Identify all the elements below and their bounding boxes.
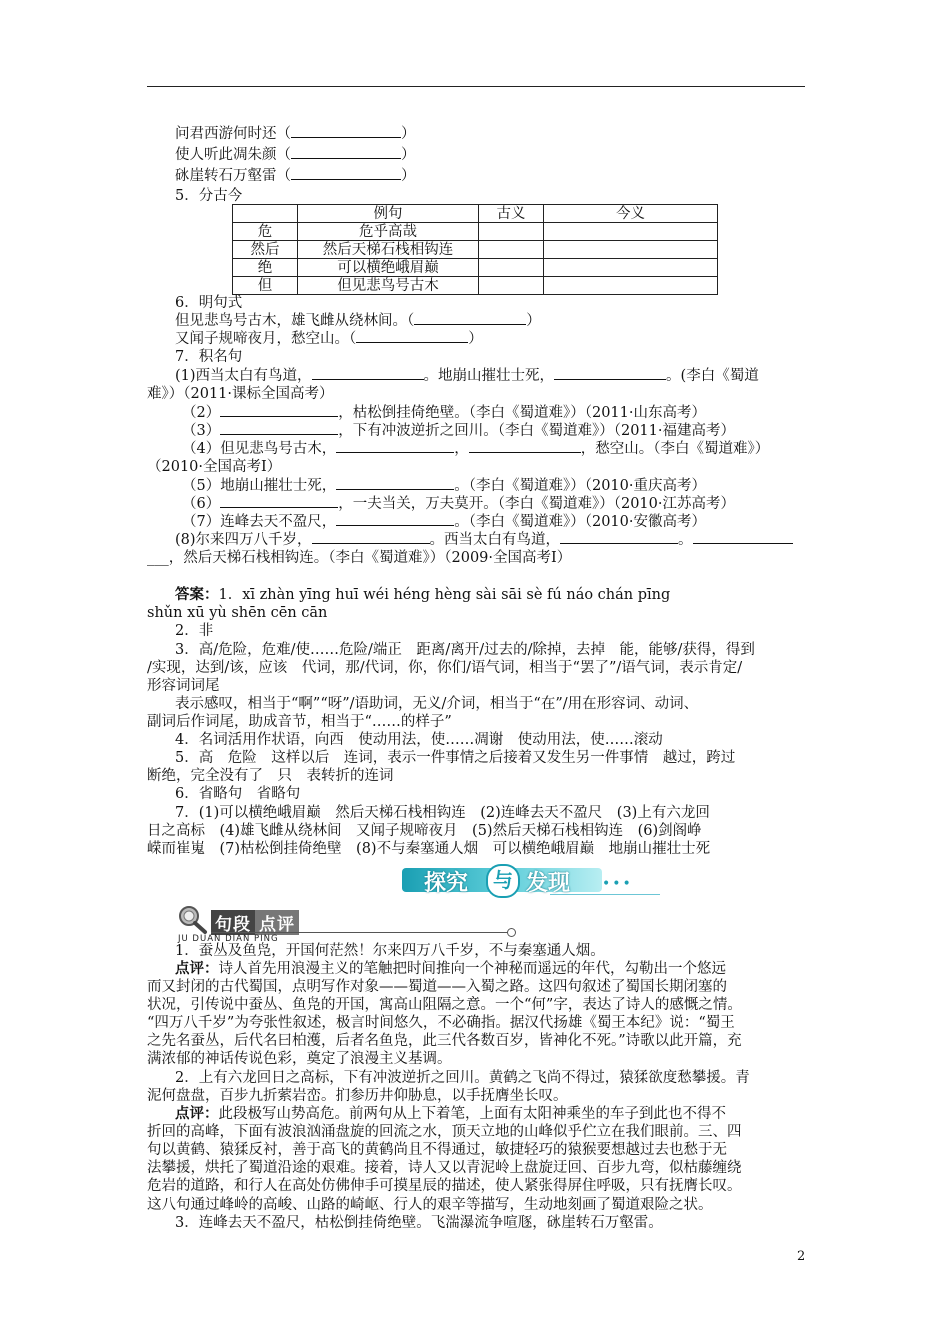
comment-1-line-5: 之先名蚕丛，后代名曰柏濩，后者名鱼凫，此三代各数百岁，皆神化不死。”诗歌以此开篇，充 <box>147 1033 742 1049</box>
q7-item-4: （4）但见悲鸟号古木， ， ，愁空山。（李白《蜀道难》） <box>182 441 770 457</box>
answer-line-10: 5．高 危险 这样以后 连词，表示一件事情之后接着又发生另一件事情 越过，跨过 <box>175 750 736 766</box>
q7-item-1: (1)西当太白有鸟道， 。地崩山摧壮士死， 。(李白《蜀道 <box>175 368 759 384</box>
q7-item-3: （3） ，下有冲波逆折之回川。（李白《蜀道难》）（2011·福建高考） <box>182 423 735 439</box>
table-cell: 可以横绝峨眉巅 <box>298 259 479 277</box>
comment-label: 点评： <box>175 1105 219 1122</box>
q7-item-2: （2） ，枯松倒挂倚绝壁。（李白《蜀道难》）（2011·山东高考） <box>182 405 706 421</box>
answer-line-2: shǔn xū yù shēn cēn cān <box>147 605 328 621</box>
answer-line-13: 7．(1)可以横绝峨眉巅 然后天梯石栈相钩连 (2)连峰去天不盈尺 (3)上有六龙回 <box>175 805 710 821</box>
table-row <box>233 223 718 241</box>
table-header-row <box>233 205 718 223</box>
table-cell <box>479 277 544 295</box>
q7-item-6: （6） ，一夫当关，万夫莫开。（李白《蜀道难》）（2010·江苏高考） <box>182 496 735 512</box>
q7-item-1-cont: 难》）（2011·课标全国高考） <box>147 386 334 402</box>
table-row <box>233 259 718 277</box>
passage-2-line-1: 2．上有六龙回日之高标，下有冲波逆折之回川。黄鹤之飞尚不得过，猿猱欲度愁攀援。青 <box>175 1070 750 1086</box>
passage-3: 3．连峰去天不盈尺，枯松倒挂倚绝壁。飞湍瀑流争喧豗，砯崖转石万壑雷。 <box>175 1215 663 1231</box>
answer-line-15: 嵘而崔嵬 (7)枯松倒挂倚绝壁 (8)不与秦塞通人烟 可以横绝峨眉巅 地崩山摧壮士死 <box>147 841 711 857</box>
banner-underline <box>550 894 660 895</box>
q6-line-2: 又闻子规啼夜月，愁空山。（ ） <box>175 331 483 347</box>
section-rule <box>211 932 509 933</box>
comment-2-line-1: 点评：此段极写山势高危。前两句从上下着笔，上面有太阳神乘坐的车子到此也不得不 <box>175 1105 726 1122</box>
banner-mid-word: 与 <box>486 864 520 898</box>
answer-label: 答案： <box>175 586 219 603</box>
q7-item-4-cont: （2010·全国高考Ⅰ） <box>147 459 282 475</box>
q7-title: 7．积名句 <box>175 349 243 365</box>
answer-line-14: 日之高标 (4)雄飞雌从绕林间 又闻子规啼夜月 (5)然后天梯石栈相钩连 (6)剑阁峥 <box>147 823 702 839</box>
q4-line-3: 砯崖转石万壑雷（ ） <box>175 168 416 184</box>
table-header-cell: 今义 <box>544 205 718 223</box>
answer-line-7: 表示感叹，相当于“啊”“呀”/语助词，无义/介词，相当于“在”/用在形容词、动词、 <box>175 696 699 712</box>
passage-1: 1．蚕丛及鱼凫，开国何茫然！尔来四万八千岁，不与秦塞通人烟。 <box>175 943 605 959</box>
comment-1-line-3: 状况，引传说中蚕丛、鱼凫的开国，寓高山阻隔之意。一个“何”字，表达了诗人的感慨之情。 <box>147 997 742 1013</box>
table-header-cell <box>233 205 298 223</box>
section-heading <box>175 904 520 944</box>
comment-1-line-4: “四万八千岁”为夸张性叙述，极言时间悠久，不必确指。据汉代扬雄《蜀王本纪》说：“蜀王 <box>147 1015 735 1031</box>
table-cell: 危 <box>233 223 298 241</box>
comment-2-line-4: 法攀援，烘托了蜀道沿途的艰难。接着，诗人又以青泥岭上盘旋迂回、百步九弯，似枯藤缠绕 <box>147 1160 742 1176</box>
q5-title: 5．分古今 <box>175 188 243 204</box>
comment-1-line-1: 点评：诗人首先用浪漫主义的笔触把时间推向一个神秘而遥远的年代，勾勒出一个悠远 <box>175 960 726 977</box>
table-cell: 然后天梯石栈相钩连 <box>298 241 479 259</box>
q7-item-8: (8)尔来四万八千岁， 。西当太白有鸟道， 。 <box>175 531 793 549</box>
table-cell: 绝 <box>233 259 298 277</box>
answer-line-3: 2．非 <box>175 623 214 639</box>
comment-label: 点评： <box>175 960 219 977</box>
table-header-cell: 例句 <box>298 205 479 223</box>
q6-title: 6．明句式 <box>175 295 243 311</box>
answer-line-9: 4．名词活用作状语，向西 使动用法，使……凋谢 使动用法，使……滚动 <box>175 732 663 748</box>
q7-item-5: （5）地崩山摧壮士死， 。（李白《蜀道难》）（2010·重庆高考） <box>182 478 706 494</box>
section-label-b: 点评 <box>255 910 299 935</box>
table-cell: 但见悲鸟号古木 <box>298 277 479 295</box>
page-number: 2 <box>797 1249 806 1264</box>
table-cell <box>479 241 544 259</box>
comment-2-line-6: 这八句通过峰岭的高峻、山路的崎岖、行人的艰辛等描写，生动地刻画了蜀道艰险之状。 <box>147 1197 713 1213</box>
passage-2-line-2: 泥何盘盘，百步九折萦岩峦。扪参历井仰胁息，以手抚膺坐长叹。 <box>147 1088 568 1104</box>
comment-2-line-5: 危岩的道路，和行人在高处仿佛伸手可摸星辰的描述，使人紧张得屏住呼吸，只有抚膺长叹。 <box>147 1178 742 1194</box>
answer-line-1: 答案：1．xī zhàn yīng huī wéi héng hèng sài sāi sè fú náo chán pīng <box>175 586 671 603</box>
section-subtitle: JU DUAN DIAN PING <box>178 934 279 944</box>
table-cell <box>544 259 718 277</box>
explore-banner <box>402 864 662 894</box>
answer-line-8: 副词后作词尾，助成音节，相当于“……的样子” <box>147 714 452 730</box>
banner-left-word: 探究 <box>424 871 469 896</box>
table-row <box>233 277 718 295</box>
q6-line-1: 但见悲鸟号古木，雄飞雌从绕林间。（ ） <box>175 313 541 329</box>
section-rule-end <box>507 928 516 937</box>
q7-item-7: （7）连峰去天不盈尺， 。（李白《蜀道难》）（2010·安徽高考） <box>182 514 706 530</box>
answer-line-5: /实现，达到/该，应该 代词，那/代词，你，你们/语气词，相当于“罢了”/语气词，表示肯定/ <box>147 660 743 676</box>
section-label-a: 句段 <box>211 910 255 935</box>
table-cell: 危乎高哉 <box>298 223 479 241</box>
magnifier-icon <box>175 904 211 934</box>
comment-1-line-6: 满浓郁的神话传说色彩，奠定了浪漫主义基调。 <box>147 1051 452 1067</box>
table-row <box>233 241 718 259</box>
answer-line-6: 形容词词尾 <box>147 678 220 694</box>
table-cell: 但 <box>233 277 298 295</box>
table-cell <box>479 259 544 277</box>
comment-1-line-2: 而又封闭的古代蜀国，点明写作对象——蜀道——入蜀之路。这四句叙述了蜀国长期闭塞的 <box>147 979 727 995</box>
table-header-cell: 古义 <box>479 205 544 223</box>
header-rule <box>147 86 805 87</box>
answer-line-12: 6．省略句 省略句 <box>175 786 301 802</box>
table-cell <box>544 241 718 259</box>
q4-line-2: 使人听此凋朱颜（ ） <box>175 147 416 163</box>
table-cell <box>479 223 544 241</box>
answer-line-4: 3．高/危险，危难/使……危险/端正 距离/离开/过去的/除掉，去掉 能，能够/获得，得到 <box>175 642 755 658</box>
gu-jin-table <box>232 204 718 295</box>
comment-2-line-3: 句以黄鹤、猿猱反衬，善于高飞的黄鹤尚且不得通过，敏捷轻巧的猿猴要想越过去也愁于无 <box>147 1142 727 1158</box>
q4-line-1: 问君西游何时还（ ） <box>175 126 416 142</box>
banner-dots: ••• <box>602 876 633 892</box>
table-cell <box>544 223 718 241</box>
answer-line-11: 断绝，完全没有了 只 表转折的连词 <box>147 768 394 784</box>
q7-item-8-cont: ___，然后天梯石栈相钩连。（李白《蜀道难》）（2009·全国高考Ⅰ） <box>147 550 572 566</box>
comment-2-line-2: 折回的高峰，下面有波浪汹涌盘旋的回流之水，顶天立地的山峰似乎伫立在我们眼前。三、四 <box>147 1124 742 1140</box>
table-cell: 然后 <box>233 241 298 259</box>
table-cell <box>544 277 718 295</box>
banner-right-word: 发现 <box>526 871 571 896</box>
